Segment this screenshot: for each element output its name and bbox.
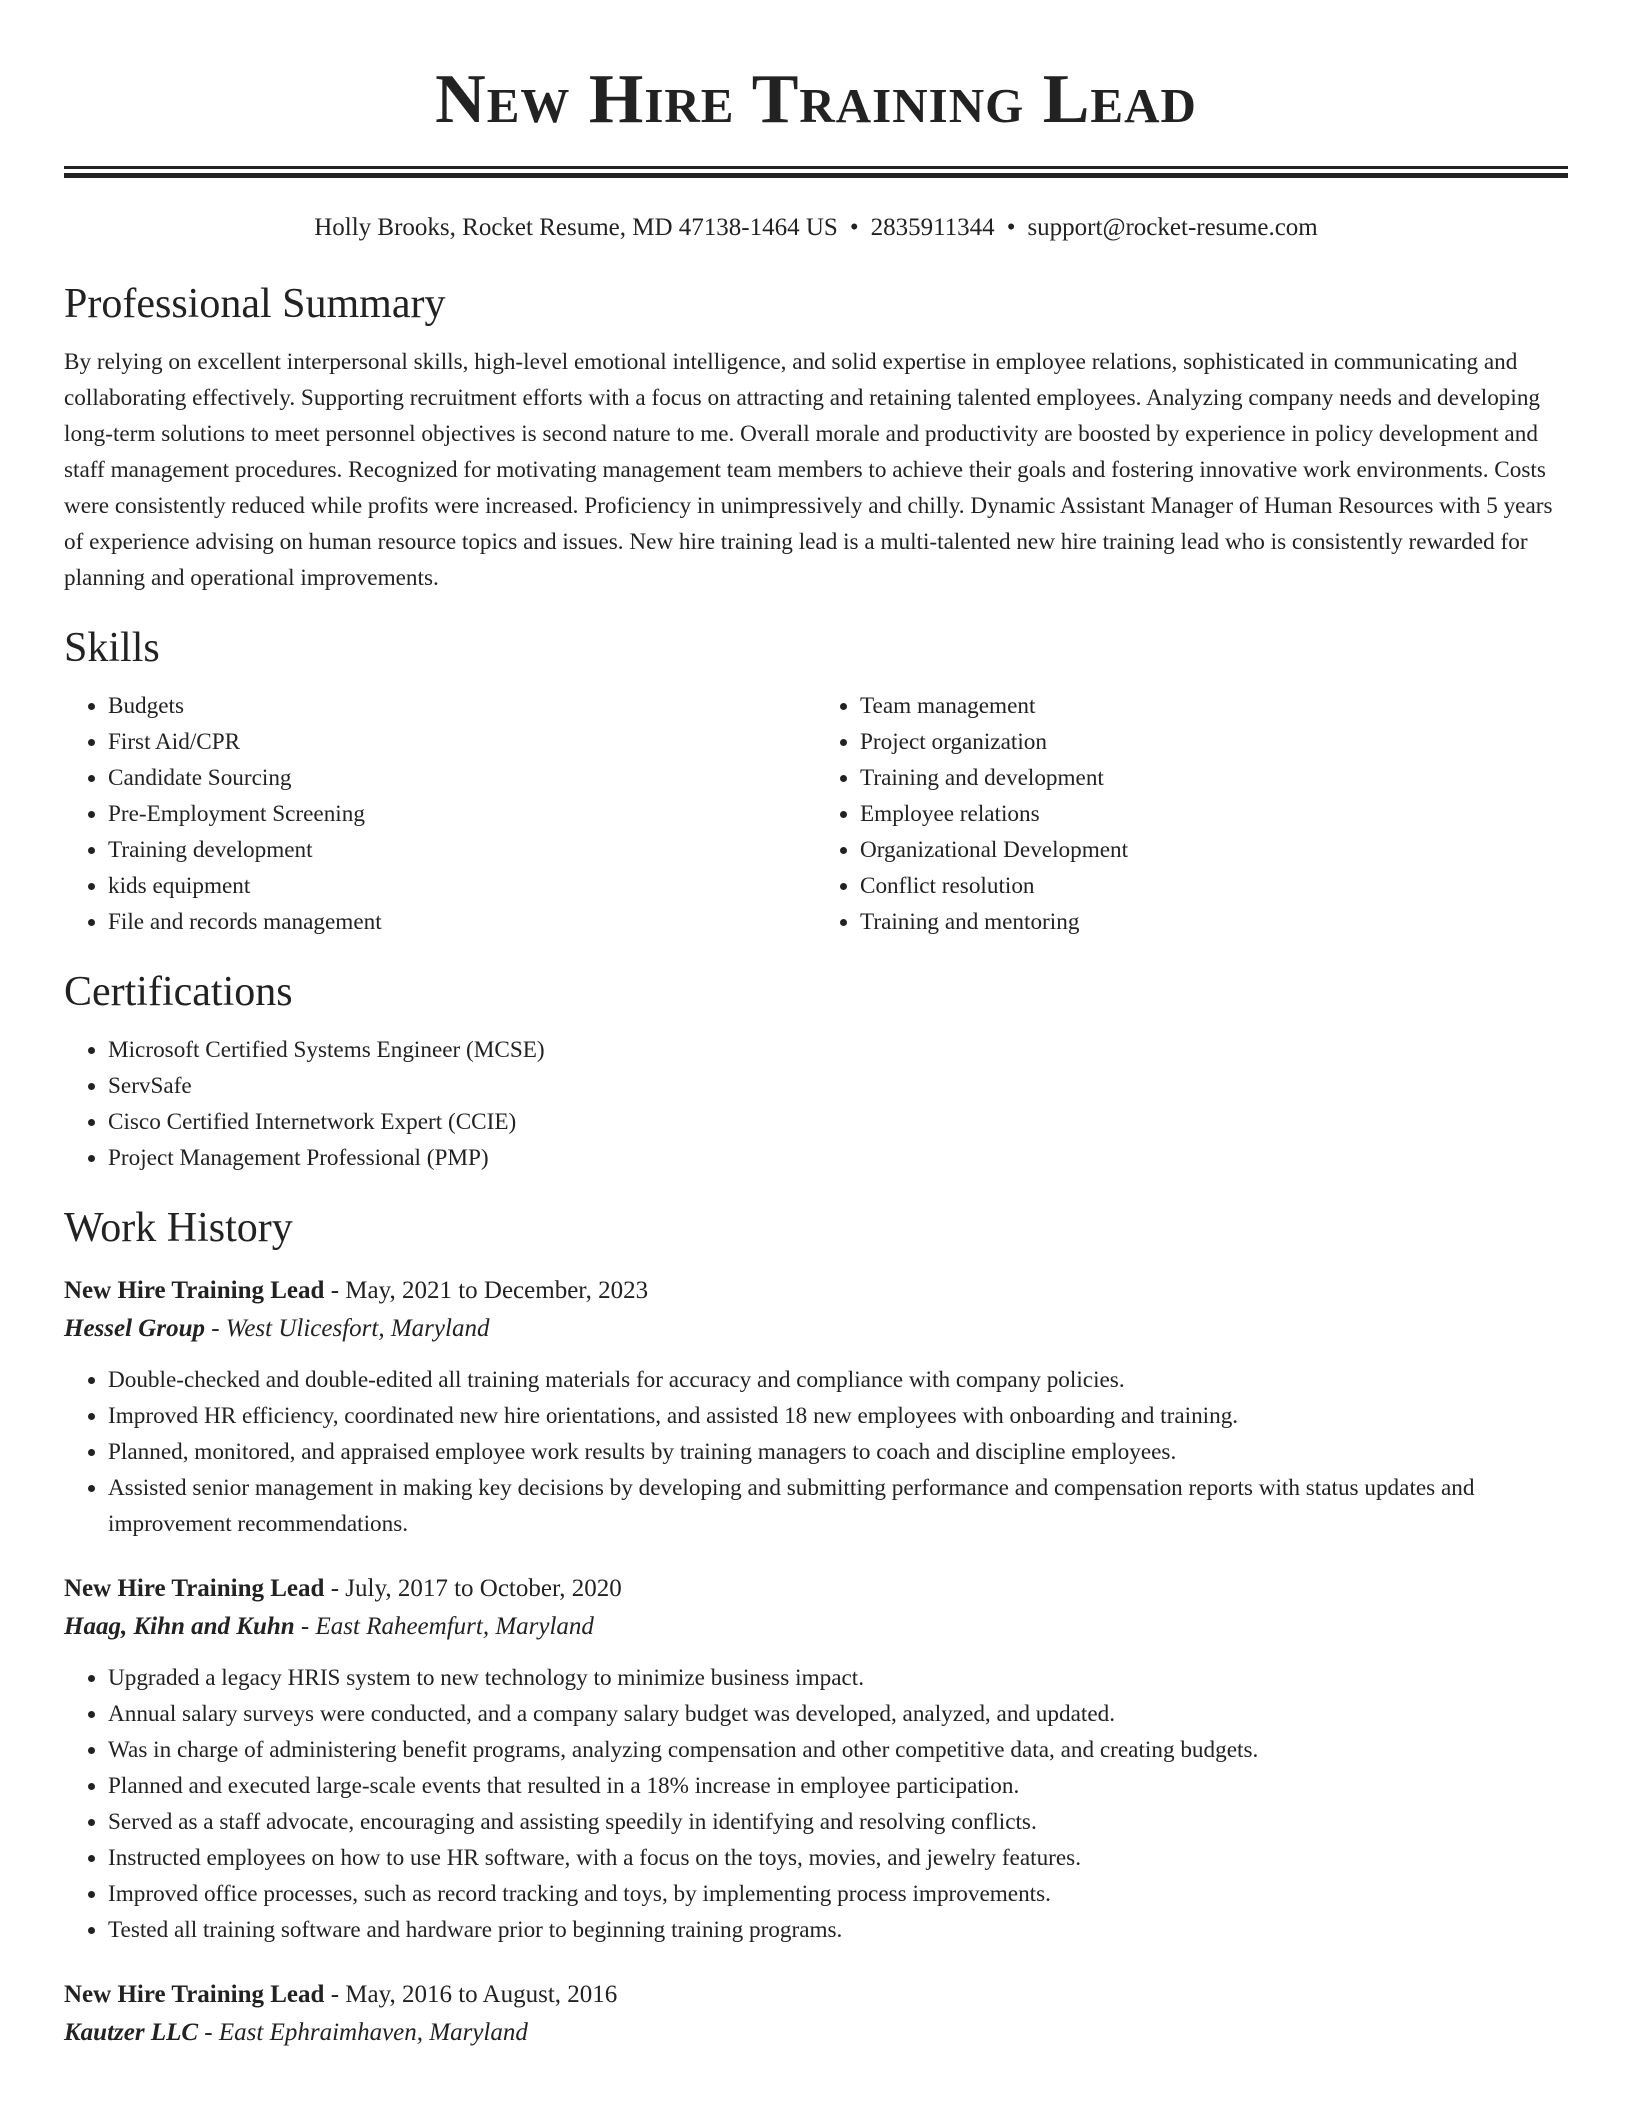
certifications-heading: Certifications <box>64 969 293 1015</box>
certification-item: • Microsoft Certified Systems Engineer (MCSE) <box>108 1032 1568 1068</box>
summary-heading: Professional Summary <box>64 281 446 327</box>
job-role: New Hire Training Lead <box>64 1277 325 1304</box>
contact-address: Holly Brooks, Rocket Resume, MD 47138-1464 US <box>314 214 838 241</box>
job-company-line <box>64 1608 1568 1646</box>
work-history-heading: Work History <box>64 1205 293 1251</box>
job-bullet: • Improved office processes, such as record tracking and toys, by implementing process improvements. <box>108 1876 1568 1912</box>
skills-list-left <box>64 688 816 940</box>
job-dates: - July, 2017 to October, 2020 <box>324 1575 622 1602</box>
job-entry <box>64 1570 1568 1948</box>
contact-phone: 2835911344 <box>870 214 995 241</box>
skill-item: • Project organization <box>860 724 1568 760</box>
contact-line <box>64 212 1568 244</box>
skill-item: • Candidate Sourcing <box>108 760 816 796</box>
job-location: - East Ephraimhaven, Maryland <box>198 2019 528 2046</box>
summary-text: By relying on excellent interpersonal skills, high-level emotional intelligence, and solid expertise in employee relations, sophisticated in communicating and collaborating effectively. Supporting recruitment efforts with a focus on attracting and retaining talented employees. Analyzing company needs and developing long-term solutions to meet personnel objectives is second nature to me. Overall morale and productivity are boosted by experience in policy development and staff management procedures. Recognized for motivating management team members to achieve their goals and fostering innovative work environments. Costs were consistently reduced while profits were increased. Proficiency in unimpressively and chilly. Dynamic Assistant Manager of Human Resources with 5 years of experience advising on human resource topics and issues. New hire training lead is a multi-talented new hire training lead who is consistently rewarded for planning and operational improvements. <box>64 349 1553 591</box>
skill-item: • Pre-Employment Screening <box>108 796 816 832</box>
skill-item: • Training and development <box>860 760 1568 796</box>
job-bullet: • Was in charge of administering benefit programs, analyzing compensation and other competitive data, and creating budgets. <box>108 1732 1568 1768</box>
job-location: - West Ulicesfort, Maryland <box>204 1315 490 1342</box>
skill-item: • File and records management <box>108 904 816 940</box>
job-title-line <box>64 1272 1568 1310</box>
job-bullet: • Tested all training software and hardware prior to beginning training programs. <box>108 1912 1568 1948</box>
job-bullet: • Planned, monitored, and appraised employee work results by training managers to coach and discipline employees. <box>108 1434 1568 1470</box>
job-company-line <box>64 2014 1568 2052</box>
resume-title: New Hire Training Lead <box>435 61 1197 138</box>
job-bullet: • Instructed employees on how to use HR software, with a focus on the toys, movies, and jewelry features. <box>108 1840 1568 1876</box>
skill-item: • Organizational Development <box>860 832 1568 868</box>
job-bullet: • Double-checked and double-edited all training materials for accuracy and compliance with company policies. <box>108 1362 1568 1398</box>
job-title-line <box>64 1570 1568 1608</box>
job-role: New Hire Training Lead <box>64 1981 325 2008</box>
skill-item: • First Aid/CPR <box>108 724 816 760</box>
certification-item: • Cisco Certified Internetwork Expert (CCIE) <box>108 1104 1568 1140</box>
skills-list-right <box>816 688 1568 940</box>
certifications-list <box>64 1032 1568 1176</box>
job-location: - East Raheemfurt, Maryland <box>294 1613 594 1640</box>
job-company-line <box>64 1310 1568 1348</box>
title-divider <box>64 166 1568 178</box>
job-bullet: • Planned and executed large-scale events that resulted in a 18% increase in employee participation. <box>108 1768 1568 1804</box>
job-bullet: • Served as a staff advocate, encouraging and assisting speedily in identifying and resolving conflicts. <box>108 1804 1568 1840</box>
skills-heading: Skills <box>64 625 160 671</box>
job-bullet: • Annual salary surveys were conducted, and a company salary budget was developed, analyzed, and updated. <box>108 1696 1568 1732</box>
skill-item: • Conflict resolution <box>860 868 1568 904</box>
job-company: Haag, Kihn and Kuhn <box>64 1613 295 1640</box>
job-dates: - May, 2021 to December, 2023 <box>324 1277 649 1304</box>
skill-item: • Employee relations <box>860 796 1568 832</box>
skill-item: • Budgets <box>108 688 816 724</box>
job-company: Kautzer LLC <box>64 2019 199 2046</box>
job-dates: - May, 2016 to August, 2016 <box>324 1981 618 2008</box>
job-bullet: • Assisted senior management in making key decisions by developing and submitting performance and compensation reports with status updates and improvement recommendations. <box>108 1470 1568 1542</box>
certification-item: • Project Management Professional (PMP) <box>108 1140 1568 1176</box>
job-bullets <box>64 1660 1568 1948</box>
contact-separator: • <box>849 214 859 241</box>
job-entry <box>64 1272 1568 1542</box>
job-entry <box>64 1976 1568 2052</box>
skill-item: • Training and mentoring <box>860 904 1568 940</box>
skill-item: • kids equipment <box>108 868 816 904</box>
contact-separator: • <box>1006 214 1016 241</box>
skills-columns <box>64 688 1568 940</box>
skill-item: • Training development <box>108 832 816 868</box>
skill-item: • Team management <box>860 688 1568 724</box>
certification-item: • ServSafe <box>108 1068 1568 1104</box>
job-title-line <box>64 1976 1568 2014</box>
job-company: Hessel Group <box>64 1315 205 1342</box>
job-role: New Hire Training Lead <box>64 1575 325 1602</box>
job-bullet: • Upgraded a legacy HRIS system to new technology to minimize business impact. <box>108 1660 1568 1696</box>
job-bullets <box>64 1362 1568 1542</box>
contact-email: support@rocket-resume.com <box>1027 214 1318 241</box>
job-bullet: • Improved HR efficiency, coordinated new hire orientations, and assisted 18 new employees with onboarding and training. <box>108 1398 1568 1434</box>
